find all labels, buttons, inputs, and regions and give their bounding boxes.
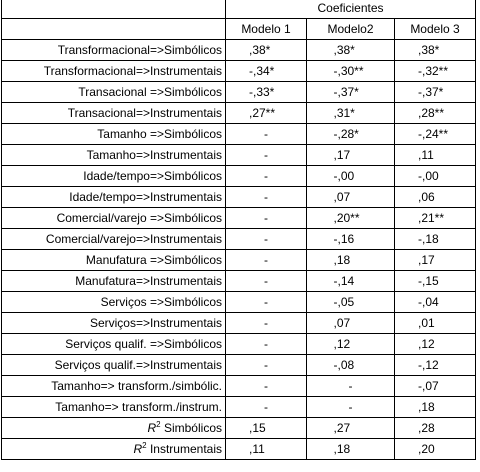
row-label: Transformacional=>Instrumentais [2, 61, 226, 82]
model-2-cell [307, 40, 395, 61]
row-label: Idade/tempo=>Instrumentais [2, 187, 226, 208]
table-row [2, 82, 476, 103]
model-1-cell [226, 271, 307, 292]
model-2-cell-value: ,18 [333, 442, 351, 456]
model-1-cell [226, 397, 307, 418]
model-1-cell [226, 313, 307, 334]
model-2-cell-value: - [348, 400, 353, 414]
model-2-cell-value: -,08 [333, 358, 355, 372]
model-1-cell-value: - [264, 400, 268, 414]
model-3-cell [395, 187, 476, 208]
model-1-cell-value: - [264, 274, 268, 288]
model-2-cell-value: ,07 [333, 316, 351, 330]
model-2-cell-value: -,05 [333, 295, 355, 309]
model-3-cell [395, 82, 476, 103]
model-3-cell-value: ,18 [418, 400, 435, 414]
model-3-cell-value: -,00 [418, 169, 439, 183]
model-3-cell [395, 208, 476, 229]
model-2-cell-value: ,20** [333, 211, 360, 225]
model-2-cell-value: ,18 [333, 253, 351, 267]
model-3-cell [395, 229, 476, 250]
row-label: Transacional =>Simbólicos [2, 82, 226, 103]
row-label: Comercial/varejo =>Simbólicos [2, 208, 226, 229]
model-3-cell [395, 418, 476, 439]
model-1-cell [226, 229, 307, 250]
model-3-cell-value: -,32** [418, 64, 449, 78]
model-2-cell-value: -,14 [333, 274, 355, 288]
row-label: Tamanho=> transform./instrum. [2, 397, 226, 418]
model-1-cell [226, 166, 307, 187]
model-1-cell-value: ,38* [249, 43, 271, 57]
superscript-2: 2 [142, 441, 147, 450]
row-label: Idade/tempo=>Simbólicos [2, 166, 226, 187]
model-2-cell [307, 103, 395, 124]
model-2-cell [307, 124, 395, 145]
row-label: Transacional=>Instrumentais [2, 103, 226, 124]
model-1-cell-value: -,34* [249, 64, 275, 78]
row-label: Serviços =>Simbólicos [2, 292, 226, 313]
model-1-cell [226, 334, 307, 355]
model-1-cell [226, 103, 307, 124]
row-label: Tamanho =>Simbólicos [2, 124, 226, 145]
model-1-header: Modelo 1 [226, 19, 307, 40]
model-1-cell [226, 418, 307, 439]
r2-row [2, 439, 476, 460]
model-1-cell [226, 145, 307, 166]
model-3-cell-value: -,07 [418, 379, 439, 393]
model-2-cell-value: ,12 [333, 337, 351, 351]
coefficients-header: Coeficientes [226, 0, 476, 19]
model-2-cell-value: ,38* [333, 43, 355, 57]
model-2-cell [307, 439, 395, 460]
model-2-cell [307, 376, 395, 397]
model-3-cell [395, 250, 476, 271]
header-blank-cell [2, 0, 226, 19]
model-1-cell [226, 292, 307, 313]
model-1-cell-value: - [264, 379, 268, 393]
r2-row-label [2, 439, 226, 460]
model-2-cell [307, 61, 395, 82]
r-symbol: R [147, 421, 157, 435]
row-label: Serviços qualif.=>Instrumentais [2, 355, 226, 376]
table-row [2, 313, 476, 334]
model-3-cell [395, 292, 476, 313]
model-1-cell-value: - [264, 211, 268, 225]
model-1-cell-value: - [264, 253, 268, 267]
model-2-cell [307, 166, 395, 187]
model-1-cell-value: ,11 [249, 442, 265, 456]
model-2-cell [307, 292, 395, 313]
model-1-cell [226, 376, 307, 397]
model-2-cell [307, 229, 395, 250]
model-1-cell-value: - [264, 169, 268, 183]
table-row [2, 334, 476, 355]
model-1-cell [226, 82, 307, 103]
coefficients-table [1, 0, 476, 460]
table-row [2, 61, 476, 82]
model-3-cell [395, 376, 476, 397]
model-3-cell-value: ,11 [418, 148, 434, 162]
r-symbol: R [133, 442, 143, 456]
model-3-cell [395, 145, 476, 166]
model-2-cell [307, 355, 395, 376]
model-3-cell-value: -,24** [418, 127, 449, 141]
table-row [2, 250, 476, 271]
superscript-2: 2 [156, 420, 161, 429]
model-3-cell-value: ,01 [418, 316, 435, 330]
model-1-cell-value: -,33* [249, 85, 275, 99]
model-3-cell-value: ,06 [418, 190, 435, 204]
model-2-cell [307, 334, 395, 355]
model-2-cell-value: -,16 [333, 232, 355, 246]
table-row [2, 187, 476, 208]
model-3-cell [395, 313, 476, 334]
model-1-cell [226, 124, 307, 145]
model-1-cell-value: - [264, 232, 268, 246]
header-blank-cell [2, 19, 226, 40]
model-3-cell [395, 40, 476, 61]
model-3-cell [395, 103, 476, 124]
model-1-cell-value: ,27** [249, 106, 276, 120]
table-row [2, 376, 476, 397]
header-models-row [2, 19, 476, 40]
model-3-cell [395, 334, 476, 355]
model-2-cell-value: ,27 [333, 421, 351, 435]
model-3-cell-value: ,38* [418, 43, 440, 57]
model-3-cell [395, 271, 476, 292]
model-3-cell [395, 355, 476, 376]
model-2-cell [307, 82, 395, 103]
model-1-cell-value: ,15 [249, 421, 266, 435]
r2-row-label [2, 418, 226, 439]
model-3-cell-value: -,12 [418, 358, 439, 372]
table-row [2, 40, 476, 61]
model-2-cell [307, 313, 395, 334]
model-3-cell [395, 61, 476, 82]
model-3-cell-value: ,20 [418, 442, 435, 456]
model-2-cell [307, 145, 395, 166]
model-1-cell [226, 355, 307, 376]
r2-row [2, 418, 476, 439]
model-2-cell-value: ,07 [333, 190, 351, 204]
model-1-cell-value: - [264, 148, 268, 162]
model-1-cell-value: - [264, 316, 268, 330]
model-3-cell-value: -,37* [418, 85, 444, 99]
model-3-cell [395, 166, 476, 187]
model-2-cell-value: -,00 [333, 169, 355, 183]
row-label: Serviços qualif. =>Simbólicos [2, 334, 226, 355]
model-2-header: Modelo2 [307, 19, 395, 40]
model-1-cell [226, 208, 307, 229]
table-row [2, 355, 476, 376]
model-3-cell-value: ,12 [418, 337, 435, 351]
model-2-cell-value: -,28* [333, 127, 359, 141]
row-label: Transformacional=>Simbólicos [2, 40, 226, 61]
model-3-cell [395, 397, 476, 418]
model-3-cell [395, 439, 476, 460]
table-row [2, 397, 476, 418]
row-label: Serviços=>Instrumentais [2, 313, 226, 334]
model-1-cell [226, 250, 307, 271]
table-row [2, 292, 476, 313]
model-2-cell [307, 418, 395, 439]
model-2-cell-value: -,37* [333, 85, 359, 99]
table-row [2, 145, 476, 166]
table-row [2, 103, 476, 124]
r2-label-text: Simbólicos [163, 421, 222, 435]
model-1-cell [226, 61, 307, 82]
model-2-cell-value: ,31* [333, 106, 355, 120]
model-2-cell [307, 250, 395, 271]
model-1-cell [226, 40, 307, 61]
table-row [2, 166, 476, 187]
row-label: Tamanho=>Instrumentais [2, 145, 226, 166]
model-1-cell [226, 439, 307, 460]
model-1-cell-value: - [264, 358, 268, 372]
row-label: Manufatura =>Simbólicos [2, 250, 226, 271]
model-3-cell-value: ,17 [418, 253, 435, 267]
table-row [2, 208, 476, 229]
model-3-cell-value: ,21** [418, 211, 445, 225]
model-1-cell-value: - [264, 190, 268, 204]
model-1-cell-value: - [264, 337, 268, 351]
row-label: Tamanho=> transform./simbólic. [2, 376, 226, 397]
model-2-cell [307, 187, 395, 208]
model-2-cell [307, 208, 395, 229]
model-2-cell-value: ,17 [333, 148, 351, 162]
model-2-cell-value: -,30** [333, 64, 364, 78]
model-3-cell [395, 124, 476, 145]
table-row [2, 271, 476, 292]
table-row [2, 124, 476, 145]
table-row [2, 229, 476, 250]
model-3-header: Modelo 3 [395, 19, 476, 40]
model-3-cell-value: -,04 [418, 295, 439, 309]
model-1-cell [226, 187, 307, 208]
model-3-cell-value: -,15 [418, 274, 439, 288]
model-3-cell-value: ,28 [418, 421, 435, 435]
model-1-cell-value: - [264, 295, 268, 309]
model-2-cell [307, 397, 395, 418]
r2-label-text: Instrumentais [149, 442, 222, 456]
row-label: Comercial/varejo=>Instrumentais [2, 229, 226, 250]
row-label: Manufatura=>Instrumentais [2, 271, 226, 292]
model-3-cell-value: -,18 [418, 232, 439, 246]
model-3-cell-value: ,28** [418, 106, 445, 120]
header-group-row [2, 0, 476, 19]
model-2-cell-value: - [348, 379, 353, 393]
model-2-cell [307, 271, 395, 292]
model-1-cell-value: - [264, 127, 268, 141]
